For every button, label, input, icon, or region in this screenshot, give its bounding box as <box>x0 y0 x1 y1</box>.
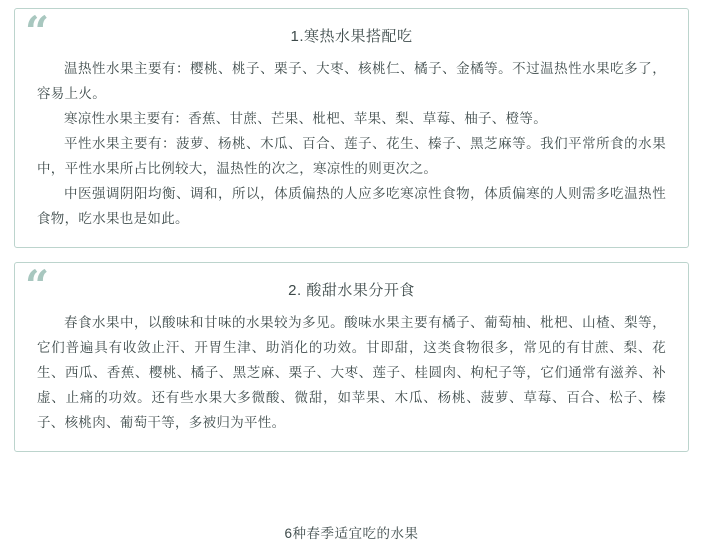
paragraph: 春食水果中，以酸味和甘味的水果较为多见。酸味水果主要有橘子、葡萄柚、枇杷、山楂、梨等，它们普遍具有收敛止汗、开胃生津、助消化的功效。甘即甜，这类食物很多，常见的有甘蔗、梨、花生、西瓜、香蕉、樱桃、橘子、黑芝麻、栗子、大枣、莲子、桂圆肉、枸杞子等，它们通常有滋养、补虚、止痛的功效。还有些水果大多微酸、微甜，如苹果、木瓜、杨桃、菠萝、草莓、百合、松子、榛子、核桃肉、葡萄干等，多被归为平性。 <box>37 315 666 430</box>
paragraph: 平性水果主要有：菠萝、杨桃、木瓜、百合、莲子、花生、榛子、黑芝麻等。我们平常所食的水果中，平性水果所占比例较大，温热性的次之，寒凉性的则更次之。 <box>37 136 666 176</box>
quote-icon: “ <box>25 7 48 56</box>
section-title: 1.寒热水果搭配吃 <box>290 28 413 45</box>
footer-caption: 6种春季适宜吃的水果 <box>284 526 419 541</box>
quote-icon: “ <box>25 261 48 310</box>
paragraph: 中医强调阴阳均衡、调和，所以，体质偏热的人应多吃寒凉性食物，体质偏寒的人则需多吃温热性食物，吃水果也是如此。 <box>37 186 666 226</box>
article-section-2 <box>14 262 689 452</box>
paragraph: 温热性水果主要有：樱桃、桃子、栗子、大枣、核桃仁、橘子、金橘等。不过温热性水果吃多了，容易上火。 <box>37 61 666 101</box>
section-title: 2. 酸甜水果分开食 <box>288 282 415 299</box>
article-section-1 <box>14 8 689 248</box>
paragraph: 寒凉性水果主要有：香蕉、甘蔗、芒果、枇杷、苹果、梨、草莓、柚子、橙等。 <box>64 111 547 126</box>
